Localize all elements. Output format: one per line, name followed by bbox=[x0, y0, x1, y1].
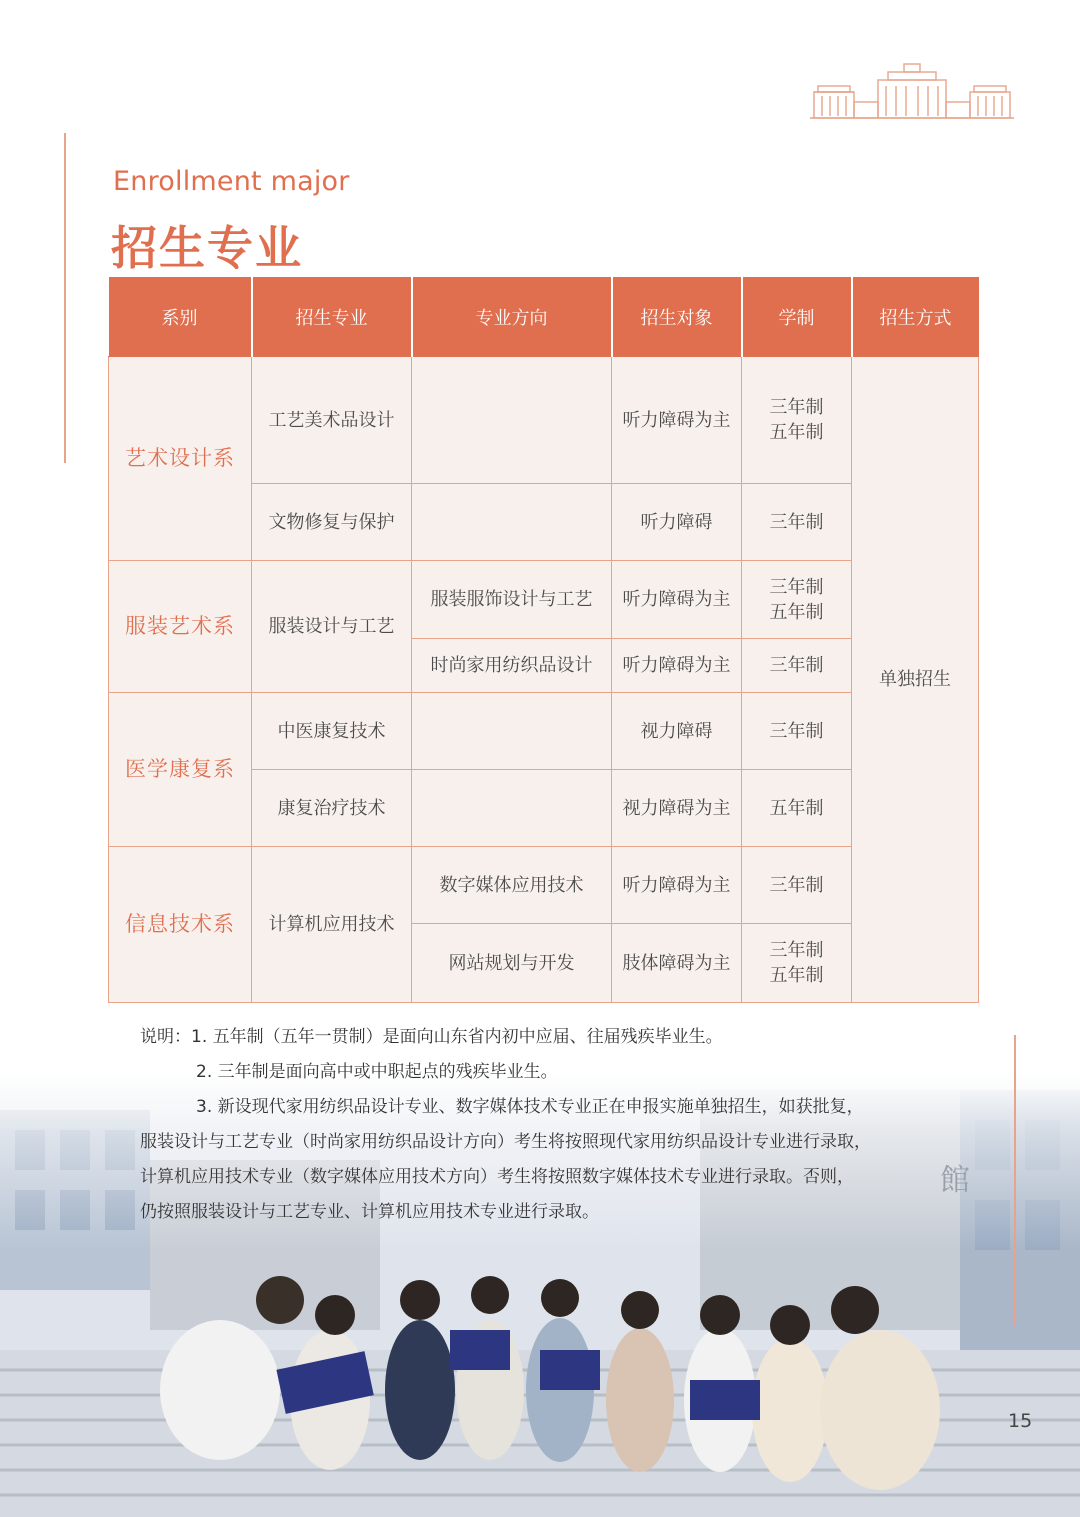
building-sign-text: 館 bbox=[940, 1163, 970, 1198]
duration-value: 三年制 bbox=[769, 576, 824, 598]
table-row bbox=[109, 357, 979, 484]
direction-cell: 时尚家用纺织品设计 bbox=[412, 639, 612, 693]
target-cell: 视力障碍 bbox=[612, 693, 742, 770]
note-line: 仍按照服装设计与工艺专业、计算机应用技术专业进行录取。 bbox=[140, 1202, 599, 1222]
direction-cell bbox=[412, 770, 612, 847]
major-cell: 工艺美术品设计 bbox=[252, 357, 412, 484]
duration-value: 五年制 bbox=[769, 965, 824, 986]
direction-cell: 网站规划与开发 bbox=[412, 924, 612, 1003]
department-cell: 医学康复系 bbox=[109, 693, 252, 847]
col-header-duration: 学制 bbox=[742, 277, 852, 357]
section-title-cn: 招生专业 bbox=[111, 221, 303, 275]
enrollment-table bbox=[108, 277, 979, 1003]
direction-cell: 服装服饰设计与工艺 bbox=[412, 561, 612, 639]
col-header-department: 系别 bbox=[109, 277, 252, 357]
notes-section bbox=[140, 1020, 960, 1230]
major-cell: 康复治疗技术 bbox=[252, 770, 412, 847]
major-cell: 文物修复与保护 bbox=[252, 484, 412, 561]
note-line: 说明：1. 五年制（五年一贯制）是面向山东省内初中应届、往届残疾毕业生。 bbox=[140, 1027, 723, 1047]
duration-cell bbox=[742, 924, 852, 1003]
duration-cell: 五年制 bbox=[742, 770, 852, 847]
duration-value: 三年制 bbox=[769, 397, 824, 418]
note-line: 2. 三年制是面向高中或中职起点的残疾毕业生。 bbox=[196, 1062, 558, 1082]
major-cell: 计算机应用技术 bbox=[252, 847, 412, 1003]
col-header-major: 招生专业 bbox=[252, 277, 412, 357]
building-logo-icon bbox=[808, 62, 1016, 120]
major-cell: 中医康复技术 bbox=[252, 693, 412, 770]
note-line: 3. 新设现代家用纺织品设计专业、数字媒体技术专业正在申报实施单独招生，如获批复， bbox=[196, 1097, 864, 1117]
duration-value: 五年制 bbox=[769, 601, 824, 623]
col-header-direction: 专业方向 bbox=[412, 277, 612, 357]
target-cell: 听力障碍为主 bbox=[612, 357, 742, 484]
col-header-method: 招生方式 bbox=[852, 277, 979, 357]
direction-cell bbox=[412, 357, 612, 484]
duration-value: 三年制 bbox=[769, 940, 824, 961]
right-accent-line bbox=[1014, 1035, 1016, 1325]
duration-cell bbox=[742, 357, 852, 484]
table-row bbox=[109, 561, 979, 639]
department-cell: 艺术设计系 bbox=[109, 357, 252, 561]
col-header-target: 招生对象 bbox=[612, 277, 742, 357]
page-number: 15 bbox=[1008, 1410, 1033, 1432]
duration-cell: 三年制 bbox=[742, 847, 852, 924]
table-row bbox=[109, 693, 979, 770]
major-cell: 服装设计与工艺 bbox=[252, 561, 412, 693]
enrollment-method-cell: 单独招生 bbox=[852, 357, 979, 1003]
section-title-en: Enrollment major bbox=[113, 166, 350, 197]
duration-cell: 三年制 bbox=[742, 639, 852, 693]
target-cell: 听力障碍为主 bbox=[612, 561, 742, 639]
direction-cell bbox=[412, 693, 612, 770]
target-cell: 听力障碍 bbox=[612, 484, 742, 561]
direction-cell bbox=[412, 484, 612, 561]
department-cell: 服装艺术系 bbox=[109, 561, 252, 693]
department-cell: 信息技术系 bbox=[109, 847, 252, 1003]
left-accent-line bbox=[64, 133, 66, 463]
direction-cell: 数字媒体应用技术 bbox=[412, 847, 612, 924]
note-line: 服装设计与工艺专业（时尚家用纺织品设计方向）考生将按照现代家用纺织品设计专业进行录取， bbox=[140, 1132, 871, 1152]
target-cell: 听力障碍为主 bbox=[612, 847, 742, 924]
target-cell: 听力障碍为主 bbox=[612, 639, 742, 693]
target-cell: 视力障碍为主 bbox=[612, 770, 742, 847]
table-header-row bbox=[109, 277, 979, 357]
duration-value: 五年制 bbox=[769, 422, 824, 443]
table-row bbox=[109, 847, 979, 924]
duration-cell: 三年制 bbox=[742, 484, 852, 561]
target-cell: 肢体障碍为主 bbox=[612, 924, 742, 1003]
duration-cell: 三年制 bbox=[742, 693, 852, 770]
note-line: 计算机应用技术专业（数字媒体应用技术方向）考生将按照数字媒体技术专业进行录取。否则， bbox=[140, 1167, 854, 1187]
duration-cell bbox=[742, 561, 852, 639]
